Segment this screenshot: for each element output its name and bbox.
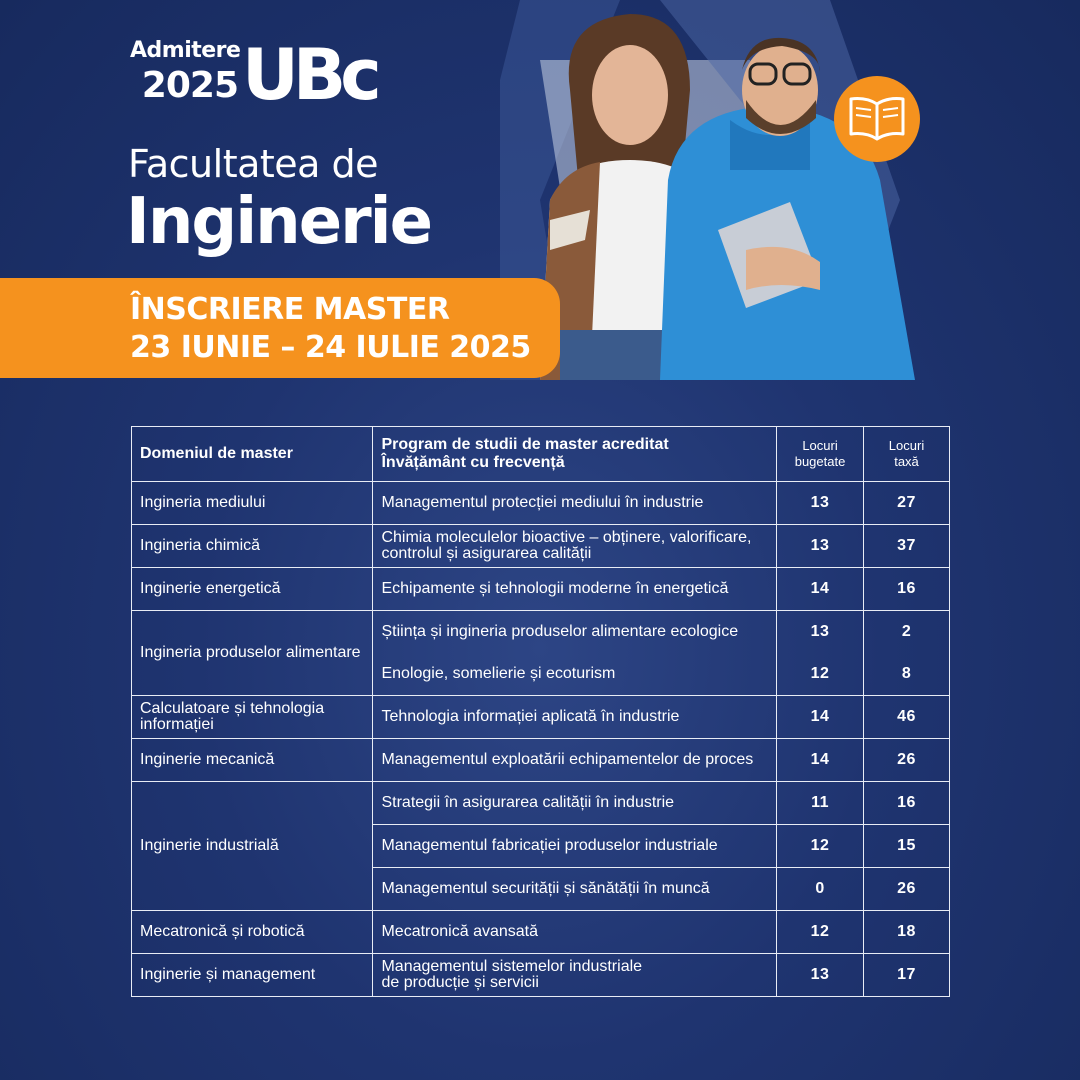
table-row (132, 568, 950, 611)
budget-seats-cell: 11 (777, 782, 864, 825)
domain-cell: Ingineria mediului (132, 482, 373, 525)
program-cell: Echipamente și tehnologii moderne în energetică (373, 568, 777, 611)
budget-seats-cell: 12 (777, 653, 864, 696)
ubc-logo: UBc (242, 34, 376, 116)
budget-seats-cell: 14 (777, 696, 864, 739)
table-row (132, 525, 950, 568)
budget-seats-cell: 13 (777, 482, 864, 525)
hero-section (0, 0, 1080, 380)
domain-line1: Calculatoare și tehnologia (140, 700, 325, 717)
banner-dates: 23 IUNIE – 24 IULIE 2025 (130, 330, 531, 365)
header-program (373, 427, 777, 482)
table-row (132, 739, 950, 782)
domain-cell: Inginerie și management (132, 954, 373, 997)
domain-cell (132, 696, 373, 739)
program-line2: controlul și asigurarea calității (381, 545, 592, 562)
fee-seats-cell: 16 (864, 568, 950, 611)
fee-seats-cell: 18 (864, 911, 950, 954)
header-program-line2: Învățământ cu frecvență (381, 454, 565, 471)
budget-seats-cell: 13 (777, 611, 864, 654)
fee-seats-cell: 46 (864, 696, 950, 739)
header-budget-line2: bugetate (794, 454, 846, 469)
program-cell: Enologie, somelierie și ecoturism (373, 653, 777, 696)
domain-line2: informației (140, 716, 214, 733)
header-program-line1: Program de studii de master acreditat (381, 436, 669, 453)
fee-seats-cell: 16 (864, 782, 950, 825)
header-domain: Domeniul de master (132, 427, 373, 482)
domain-cell: Inginerie industrială (132, 782, 373, 911)
enrollment-banner (0, 278, 560, 378)
fee-seats-cell: 26 (864, 739, 950, 782)
table-row (132, 782, 950, 825)
budget-seats-cell: 13 (777, 954, 864, 997)
budget-seats-cell: 14 (777, 568, 864, 611)
program-line2: de producție și servicii (381, 974, 539, 991)
brand-year-text: 2025 (141, 65, 238, 106)
fee-seats-cell: 27 (864, 482, 950, 525)
domain-cell: Inginerie mecanică (132, 739, 373, 782)
fee-seats-cell: 17 (864, 954, 950, 997)
budget-seats-cell: 13 (777, 525, 864, 568)
domain-cell: Inginerie energetică (132, 568, 373, 611)
open-book-icon (848, 94, 906, 142)
program-cell: Managementul protecției mediului în industrie (373, 482, 777, 525)
domain-cell: Ingineria produselor alimentare (132, 611, 373, 696)
brand-lockup (130, 36, 390, 116)
students-photo (520, 0, 930, 380)
budget-seats-cell: 12 (777, 825, 864, 868)
header-fee-line1: Locuri (888, 438, 925, 453)
fee-seats-cell: 37 (864, 525, 950, 568)
program-line1: Chimia moleculelor bioactive – obținere, valorificare, (381, 529, 752, 546)
budget-seats-cell: 0 (777, 868, 864, 911)
faculty-title-line1: Facultatea de (128, 142, 379, 186)
table-row (132, 482, 950, 525)
fee-seats-cell: 26 (864, 868, 950, 911)
fee-seats-cell: 2 (864, 611, 950, 654)
budget-seats-cell: 12 (777, 911, 864, 954)
program-cell: Managementul exploatării echipamentelor de proces (373, 739, 777, 782)
domain-cell: Mecatronică și robotică (132, 911, 373, 954)
brand-admitere-text: Admitere (130, 38, 241, 63)
table-header-row (132, 427, 950, 482)
table-row (132, 911, 950, 954)
banner-title: ÎNSCRIERE MASTER (130, 292, 450, 327)
table-row (132, 611, 950, 654)
program-line1: Managementul sistemelor industriale (381, 958, 643, 975)
fee-seats-cell: 15 (864, 825, 950, 868)
faculty-title-line2: Inginerie (126, 185, 431, 259)
program-cell (373, 954, 777, 997)
program-cell: Strategii în asigurarea calității în industrie (373, 782, 777, 825)
master-programs-table (131, 426, 950, 997)
program-cell: Tehnologia informației aplicată în industrie (373, 696, 777, 739)
program-cell: Managementul fabricației produselor industriale (373, 825, 777, 868)
domain-cell: Ingineria chimică (132, 525, 373, 568)
table-row (132, 954, 950, 997)
header-budget (777, 427, 864, 482)
budget-seats-cell: 14 (777, 739, 864, 782)
header-fee-line2: taxă (894, 454, 919, 469)
header-fee (864, 427, 950, 482)
table-row (132, 696, 950, 739)
program-cell (373, 525, 777, 568)
fee-seats-cell: 8 (864, 653, 950, 696)
program-cell: Știința și ingineria produselor alimentare ecologice (373, 611, 777, 654)
program-cell: Managementul securității și sănătății în muncă (373, 868, 777, 911)
header-budget-line1: Locuri (802, 438, 838, 453)
book-badge (834, 76, 920, 162)
program-cell: Mecatronică avansată (373, 911, 777, 954)
